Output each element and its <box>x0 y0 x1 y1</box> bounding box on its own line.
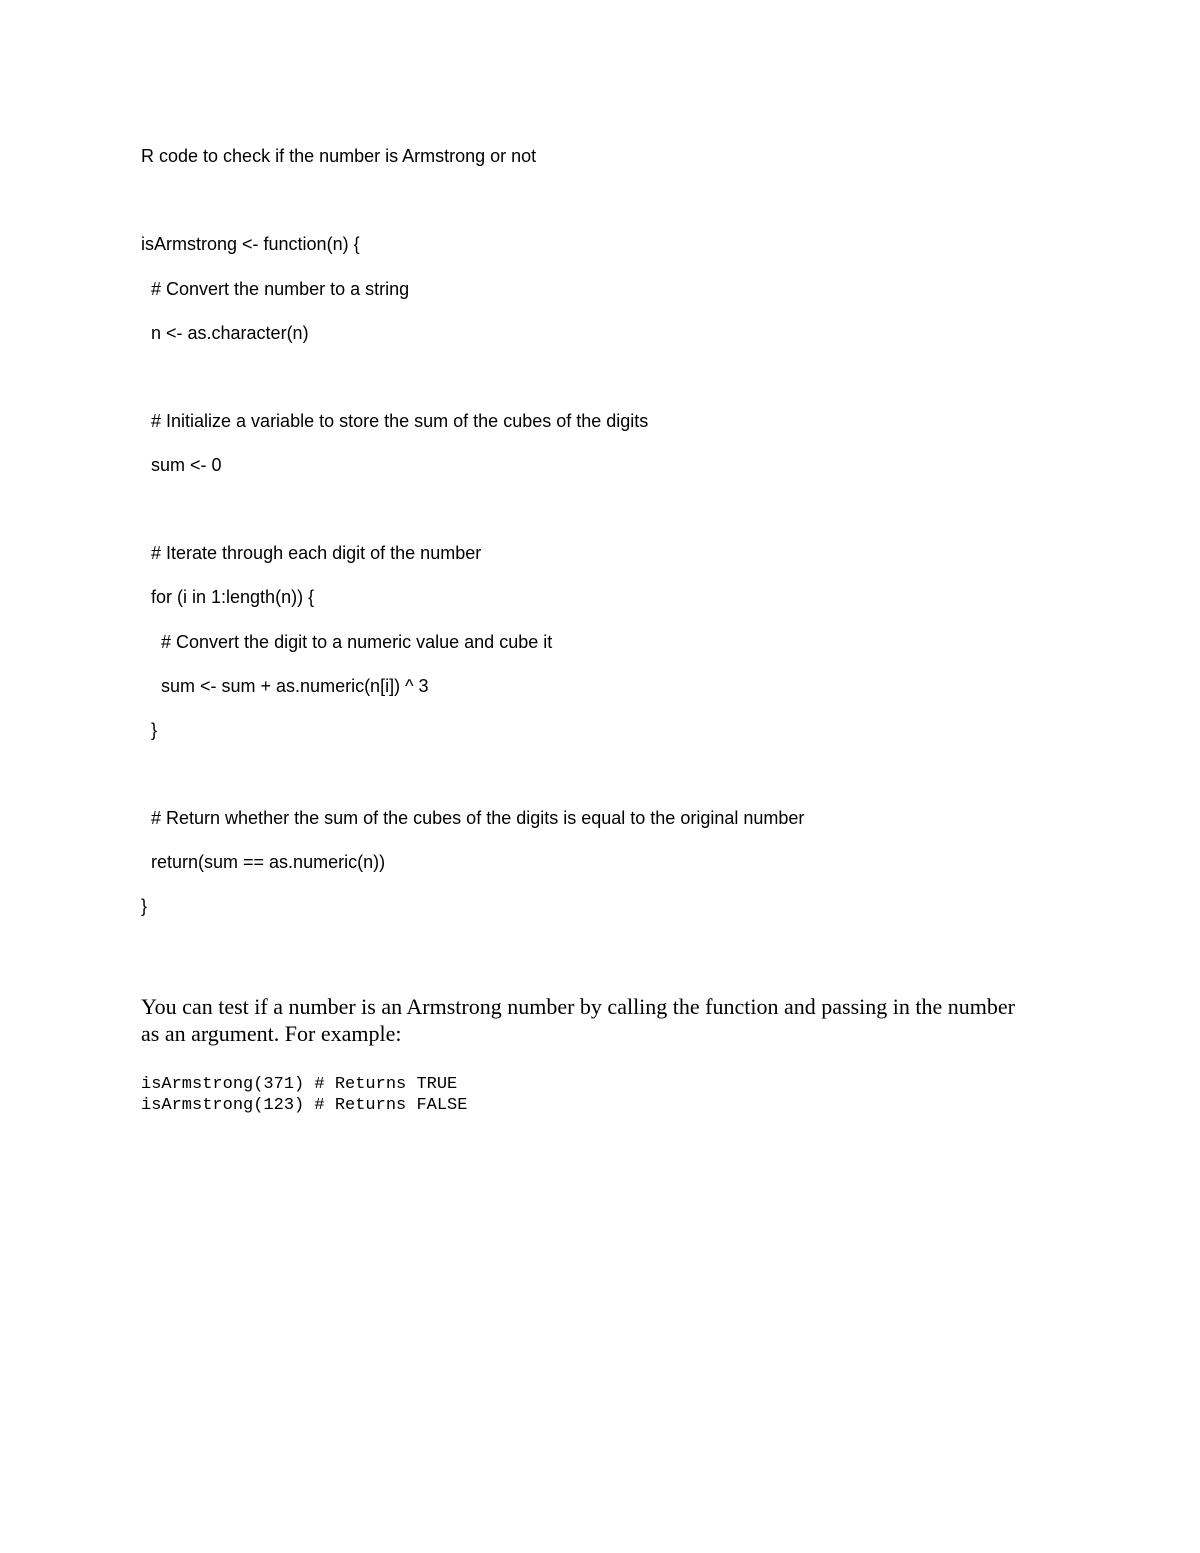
code-line-function-definition: isArmstrong <- function(n) { <box>141 234 360 254</box>
usage-examples <box>141 1074 467 1116</box>
example-line-armstrong-371: isArmstrong(371) # Returns TRUE <box>141 1075 458 1094</box>
code-line-sum-update: sum <- sum + as.numeric(n[i]) ^ 3 <box>141 676 429 696</box>
code-line-sum-init: sum <- 0 <box>141 455 222 475</box>
code-line-comment-return: # Return whether the sum of the cubes of the digits is equal to the original number <box>141 808 805 828</box>
code-line-comment-iterate: # Iterate through each digit of the number <box>141 543 482 563</box>
code-line-for-loop: for (i in 1:length(n)) { <box>141 587 315 607</box>
explanation-paragraph: You can test if a number is an Armstrong number by calling the function and passing in the number as an argument. For example: <box>141 994 1015 1046</box>
code-line-comment-cube: # Convert the digit to a numeric value and cube it <box>141 632 553 652</box>
example-line-armstrong-123: isArmstrong(123) # Returns FALSE <box>141 1096 468 1115</box>
document-heading: R code to check if the number is Armstrong or not <box>141 146 537 166</box>
code-line-function-close: } <box>141 896 148 916</box>
code-line-as-character: n <- as.character(n) <box>141 323 309 343</box>
code-line-comment-convert: # Convert the number to a string <box>141 279 410 299</box>
code-line-loop-close: } <box>141 720 158 740</box>
code-line-return: return(sum == as.numeric(n)) <box>141 852 386 872</box>
code-line-comment-initialize: # Initialize a variable to store the sum of the cubes of the digits <box>141 411 649 431</box>
